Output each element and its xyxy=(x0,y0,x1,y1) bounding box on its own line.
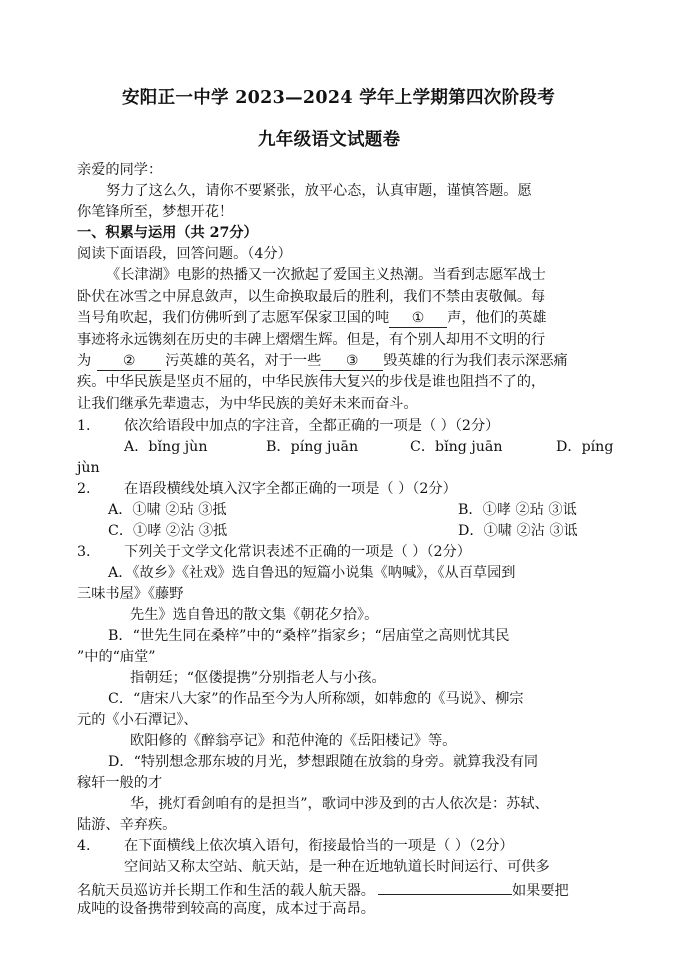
q3-option-d-line-3: 华，挑灯看剑咱有的是担当”，歌词中涉及到的古人依次是：苏轼、 xyxy=(130,796,549,812)
greeting-salutation: 亲爱的同学： xyxy=(77,162,163,178)
q4-number: 4. xyxy=(77,838,91,854)
passage-text: 为 xyxy=(77,353,92,369)
q3-option-b-line-2: ”中的“庙堂” xyxy=(77,649,156,665)
passage-line-5 xyxy=(77,354,568,371)
q3-stem: 下列关于文学文化常识表述不正确的一项是（ ）（2分） xyxy=(124,544,471,560)
passage-line-6: 疾。中华民族是坚贞不屈的，中华民族伟大复兴的步伐是谁也阻挡不了的， xyxy=(77,374,546,390)
passage-text: 当号角吹起，我们仿佛听到了志愿军保家卫国的吨 xyxy=(77,310,390,326)
passage-text: 声，他们的英雄 xyxy=(447,310,547,326)
q4-stem: 在下面横线上依次填入语句，衔接最恰当的一项是（ ）（2分） xyxy=(124,838,514,854)
q2-option-a: A．①啸 ②玷 ③抵 xyxy=(108,502,227,518)
q4-paragraph-line-3: 成吨的设备携带到较高的高度，成本过于高昂。 xyxy=(77,901,375,917)
q3-option-c-line-1: C．“唐宋八大家”的作品至今为人所称颂，如韩愈的《马说》、柳宗 xyxy=(108,691,524,707)
passage-line-1: 《长津湖》电影的热播又一次掀起了爱国主义热潮。当看到志愿军战士 xyxy=(106,267,546,283)
q2-number: 2. xyxy=(77,481,91,497)
q2-stem: 在语段横线处填入汉字全都正确的一项是（ ）（2分） xyxy=(124,481,457,497)
exam-title: 安阳正一中学 2023—2024 学年上学期第四次阶段考 xyxy=(122,88,555,108)
q3-option-b-line-3: 指朝廷；“伛偻提携”分别指老人与小孩。 xyxy=(130,670,386,686)
q3-option-b-line-1: B．“世先生同在桑梓”中的“桑梓”指家乡；“居庙堂之高则忧其民 xyxy=(108,628,510,644)
q4-fill-blank xyxy=(378,881,512,895)
q1-option-c: C．bǐng juān xyxy=(410,439,503,455)
q3-option-d-line-2: 稼轩一般的才 xyxy=(77,775,163,791)
q1-option-d: D．píng xyxy=(556,439,614,455)
passage-line-7: 让我们继承先辈遗志，为中华民族的美好未来而奋斗。 xyxy=(77,396,418,412)
passage-line-2: 卧伏在冰雪之中屏息敛声，以生命换取最后的胜利，我们不禁由衷敬佩。每 xyxy=(77,289,546,305)
q3-option-c-line-3: 欧阳修的《醉翁亭记》和范仲淹的《岳阳楼记》等。 xyxy=(130,733,457,749)
passage-line-3 xyxy=(77,311,546,328)
fill-blank-3: ③ xyxy=(321,354,383,371)
q1-number: 1. xyxy=(77,418,91,434)
q1-stem: 依次给语段中加点的字注音，全都正确的一项是（ ）（2分） xyxy=(124,418,500,434)
q3-option-d-line-1: D．“特别想念那东坡的月光，梦想跟随在放翁的身旁。就算我没有同 xyxy=(108,754,539,770)
greeting-line-1: 努力了这么久，请你不要紧张，放平心态，认真审题，谨慎答题。愿 xyxy=(106,183,532,199)
q3-number: 3. xyxy=(77,544,91,560)
greeting-line-2: 你笔锋所至，梦想开花！ xyxy=(77,204,234,220)
q2-option-b: B．①哮 ②玷 ③诋 xyxy=(458,502,577,518)
passage-text: 污英雄的英名，对于一些 xyxy=(165,353,322,369)
section-1-heading: 一、积累与运用（共 27分） xyxy=(77,225,258,241)
q4-text: 名航天员巡访并长期工作和生活的载人航天器。 xyxy=(77,883,375,899)
q2-option-d: D．①啸 ②沾 ③诋 xyxy=(458,523,578,539)
q1-option-d-wrap: jùn xyxy=(77,460,100,476)
q2-option-c: C．①哮 ②沾 ③抵 xyxy=(108,523,228,539)
fill-blank-1: ① xyxy=(389,311,447,328)
exam-subtitle: 九年级语文试题卷 xyxy=(258,130,401,150)
fill-blank-2: ② xyxy=(97,354,161,371)
q1-option-b: B．píng juān xyxy=(266,439,359,455)
q3-option-a-line-2: 三味书屋》《藤野 xyxy=(77,586,184,602)
section-1-intro: 阅读下面语段，回答问题。（4分） xyxy=(77,246,292,262)
q4-paragraph-line-1: 空间站又称太空站、航天站，是一种在近地轨道长时间运行、可供多 xyxy=(124,859,550,875)
q3-option-a-line-3: 先生》选自鲁迅的散文集《朝花夕拾》。 xyxy=(130,607,379,623)
q1-option-a: A．bǐng jùn xyxy=(124,439,208,455)
q3-option-d-line-4: 陆游、辛弃疾。 xyxy=(77,817,177,833)
passage-text: 毁英雄的行为我们表示深恶痛 xyxy=(383,353,568,369)
q3-option-c-line-2: 元的《小石潭记》、 xyxy=(77,712,198,728)
q4-text: 如果要把 xyxy=(511,883,569,899)
q3-option-a-line-1: A．《故乡》《社戏》选自鲁迅的短篇小说集《呐喊》，《从百草园到 xyxy=(108,565,516,581)
passage-line-4: 事迹将永远镌刻在历史的丰碑上熠熠生辉。但是，有个别人却用不文明的行 xyxy=(77,332,546,348)
q4-paragraph-line-2 xyxy=(77,881,569,898)
